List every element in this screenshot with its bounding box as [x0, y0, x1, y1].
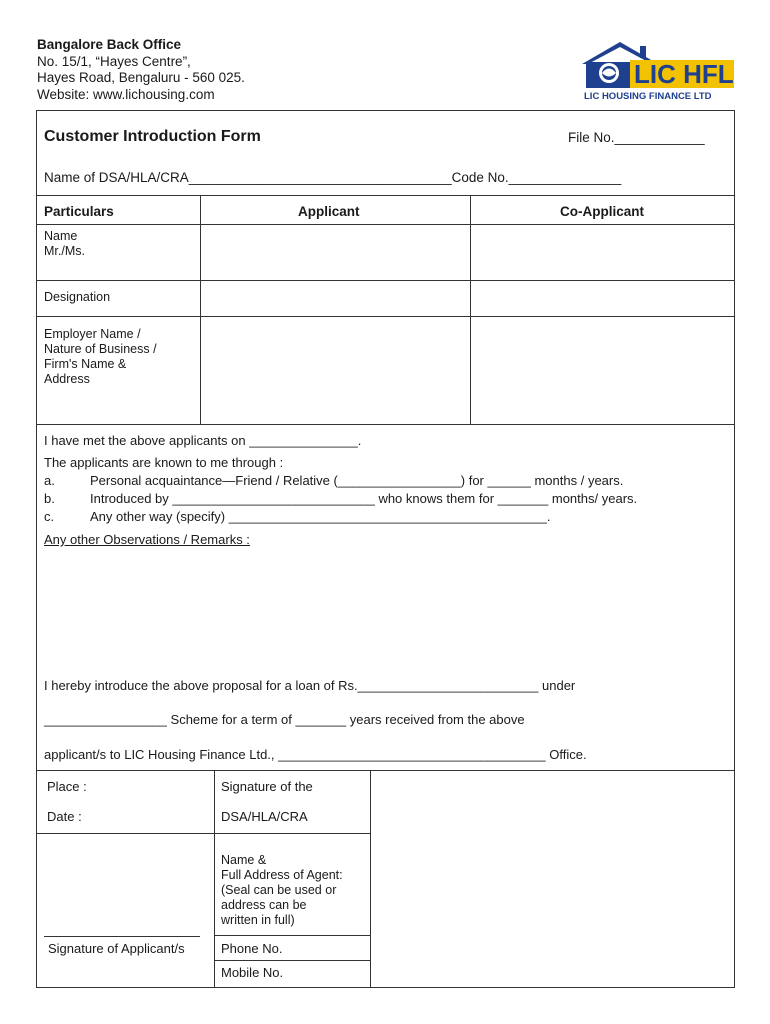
agent-details-area[interactable]: [372, 772, 734, 986]
dsa-signature-label-2: DSA/HLA/CRA: [221, 809, 308, 824]
row-label-name: Name Mr./Ms.: [44, 229, 85, 258]
item-text-c[interactable]: Any other way (specify) ____________________________________________.: [90, 509, 551, 524]
loan-amount-field[interactable]: I hereby introduce the above proposal for a loan of Rs._________________________ under: [44, 678, 576, 693]
co-applicant-designation-cell[interactable]: [472, 282, 734, 315]
known-through-label: The applicants are known to me through :: [44, 455, 284, 470]
header-particulars: Particulars: [44, 204, 114, 219]
remarks-area[interactable]: [44, 552, 724, 667]
table-bottom-border: [36, 424, 735, 425]
footer-column-divider: [214, 770, 215, 988]
item-letter-c: c.: [44, 509, 55, 524]
office-field[interactable]: applicant/s to LIC Housing Finance Ltd., _____________________________________ Office.: [44, 747, 587, 762]
office-name: Bangalore Back Office: [37, 37, 182, 52]
lic-hfl-logo: [580, 40, 740, 100]
footer-top-border: [36, 770, 735, 771]
applicant-designation-cell[interactable]: [202, 282, 469, 315]
form-title: Customer Introduction Form: [44, 128, 261, 145]
applicant-signature-line: [44, 936, 200, 937]
mobile-label: Mobile No.: [221, 965, 284, 980]
logo-brand-text: LIC HFL: [634, 59, 734, 89]
row-label-designation: Designation: [44, 290, 111, 304]
co-applicant-employer-cell[interactable]: [472, 318, 734, 423]
header-co-applicant: Co-Applicant: [560, 204, 644, 219]
met-date-field[interactable]: I have met the above applicants on _______________.: [44, 433, 362, 448]
table-header-border: [36, 224, 735, 225]
dsa-signature-label-1: Signature of the: [221, 779, 313, 794]
footer-row-divider: [36, 833, 370, 834]
row-divider: [36, 316, 735, 317]
co-applicant-name-cell[interactable]: [472, 226, 734, 279]
applicant-name-cell[interactable]: [202, 226, 469, 279]
logo-subtitle-text: LIC HOUSING FINANCE LTD: [584, 91, 712, 100]
dsa-name-code-field[interactable]: Name of DSA/HLA/CRA___________________________________Code No._______________: [44, 170, 622, 185]
applicant-signature-area[interactable]: [38, 836, 213, 934]
footer-row-divider: [214, 960, 370, 961]
remarks-heading: Any other Observations / Remarks :: [44, 532, 250, 547]
scheme-term-field[interactable]: _________________ Scheme for a term of _______ years received from the above: [44, 712, 525, 727]
item-text-b[interactable]: Introduced by ____________________________ who knows them for _______ months/ years.: [90, 491, 638, 506]
item-text-a[interactable]: Personal acquaintance—Friend / Relative (_________________) for ______ months / years.: [90, 473, 624, 488]
phone-label: Phone No.: [221, 941, 283, 956]
address-line-1: No. 15/1, “Hayes Centre”,: [37, 53, 191, 69]
header-applicant: Applicant: [298, 204, 360, 219]
applicant-employer-cell[interactable]: [202, 318, 469, 423]
applicant-signature-label: Signature of Applicant/s: [48, 941, 185, 956]
date-field[interactable]: Date :: [47, 809, 82, 824]
address-line-2: Hayes Road, Bengaluru - 560 025.: [37, 70, 245, 85]
website-line: Website: www.lichousing.com: [37, 86, 215, 102]
row-divider: [36, 280, 735, 281]
column-divider: [200, 195, 201, 424]
item-letter-b: b.: [44, 491, 55, 506]
place-field[interactable]: Place :: [47, 779, 87, 794]
row-label-employer: Employer Name / Nature of Business / Firm's Name & Address: [44, 327, 157, 386]
item-letter-a: a.: [44, 473, 55, 488]
file-no-field[interactable]: File No.____________: [568, 130, 705, 145]
footer-row-divider: [214, 935, 370, 936]
column-divider: [470, 195, 471, 424]
office-address: [37, 37, 245, 103]
footer-column-divider: [370, 770, 371, 988]
table-top-border: [36, 195, 735, 196]
agent-address-label: Name & Full Address of Agent: (Seal can be used or address can be written in full): [221, 853, 343, 927]
